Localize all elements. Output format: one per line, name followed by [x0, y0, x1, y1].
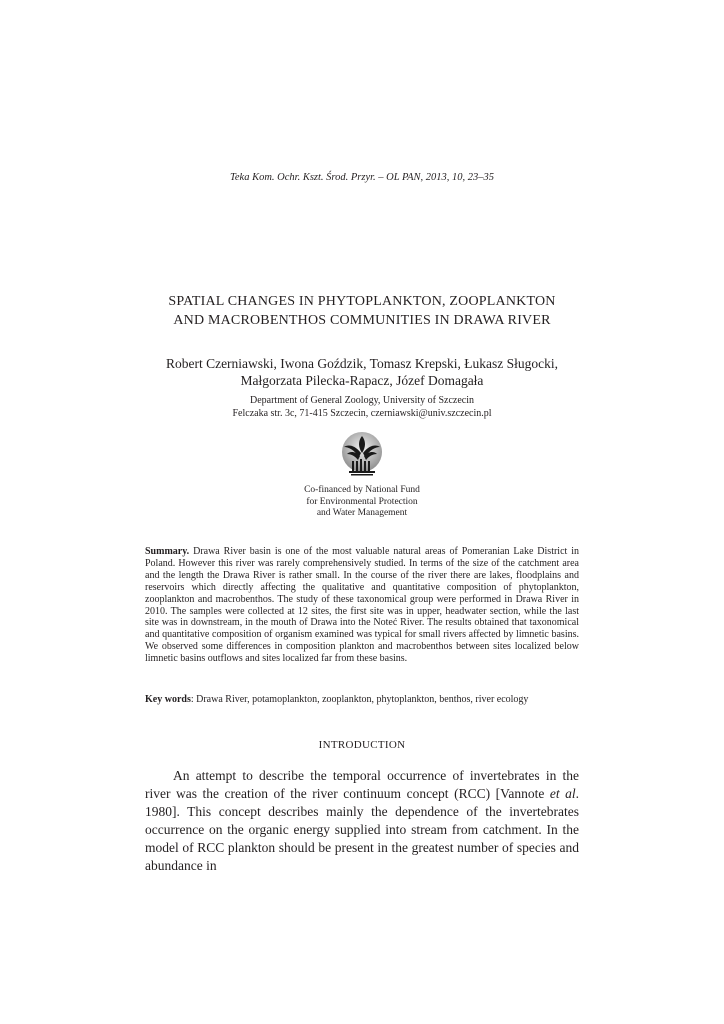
- cofinancing-line-3: and Water Management: [316, 508, 408, 518]
- affiliation-department: Department of General Zoology, University of Szczecin: [250, 395, 474, 406]
- introduction-paragraph: [145, 767, 579, 875]
- author-list-line-2: Małgorzata Pilecka-Rapacz, Józef Domagała: [240, 373, 484, 388]
- intro-text-part-2: . 1980]. This concept describes mainly the dependence of the invertebrates occurrence on the organic energy supplied into stream from catchment. In the model of RCC plankton should be present in the greatest number of species and abundance in: [145, 786, 579, 873]
- author-list-line-1: Robert Czerniawski, Iwona Goździk, Tomasz Krepski, Łukasz Sługocki,: [165, 356, 559, 371]
- author-list: [120, 355, 604, 389]
- keywords-text: : Drawa River, potamoplankton, zooplankton, phytoplankton, benthos, river ecology: [190, 694, 529, 705]
- summary-text: Drawa River basin is one of the most valuable natural areas of Pomeranian Lake District in Poland. However this river was rarely comprehensively studied. In terms of the size of the catchment area and the length the Drawa River is rather small. In the course of the river there are lakes, floodplains and reservoirs which directly affecting the qualitative and quantitative composition of phytoplankton, zooplankton and macrobenthos. The study of these taxonomical group were performed in Drawa River in 2010. The samples were collected at 12 sites, the first site was in upper, headwater section, while the last site was in downstream, in the mouth of Drawa into the Noteć River. The results obtained that taxonomical and quantitative composition of organism examined was typical for small rivers affected by limnetic basins. We observed some differences in composition plankton and macrobenthos between sites localized below limnetic basins outflows and sites localized far from these basins.: [145, 546, 579, 665]
- intro-text-italic: et al: [549, 786, 576, 801]
- keywords-label: Key words: [145, 694, 191, 705]
- intro-text-part-1: An attempt to describe the temporal occurrence of invertebrates in the river was the creation of the river continuum concept (RCC) [Vannote: [145, 768, 579, 801]
- affiliation: [120, 394, 604, 420]
- cofinancing-line-2: for Environmental Protection: [306, 496, 418, 507]
- paper-title: [140, 292, 584, 330]
- nfosigw-logo-icon: [339, 431, 385, 477]
- section-heading-introduction: INTRODUCTION: [318, 739, 406, 751]
- keywords-paragraph: [145, 694, 579, 706]
- affiliation-address: Felczaka str. 3c, 71-415 Szczecin, czerniawski@univ.szczecin.pl: [232, 408, 492, 419]
- paper-title-line-2: AND MACROBENTHOS COMMUNITIES IN DRAWA RIVER: [173, 313, 551, 328]
- cofinancing-line-1: Co-financed by National Fund: [304, 485, 420, 495]
- journal-reference: Teka Kom. Ochr. Kszt. Środ. Przyr. – OL PAN, 2013, 10, 23–35: [230, 172, 494, 183]
- summary-label: Summary.: [145, 546, 190, 557]
- cofinancing-note: [262, 485, 462, 520]
- summary-paragraph: [145, 546, 579, 665]
- paper-title-line-1: SPATIAL CHANGES IN PHYTOPLANKTON, ZOOPLANKTON: [168, 294, 556, 309]
